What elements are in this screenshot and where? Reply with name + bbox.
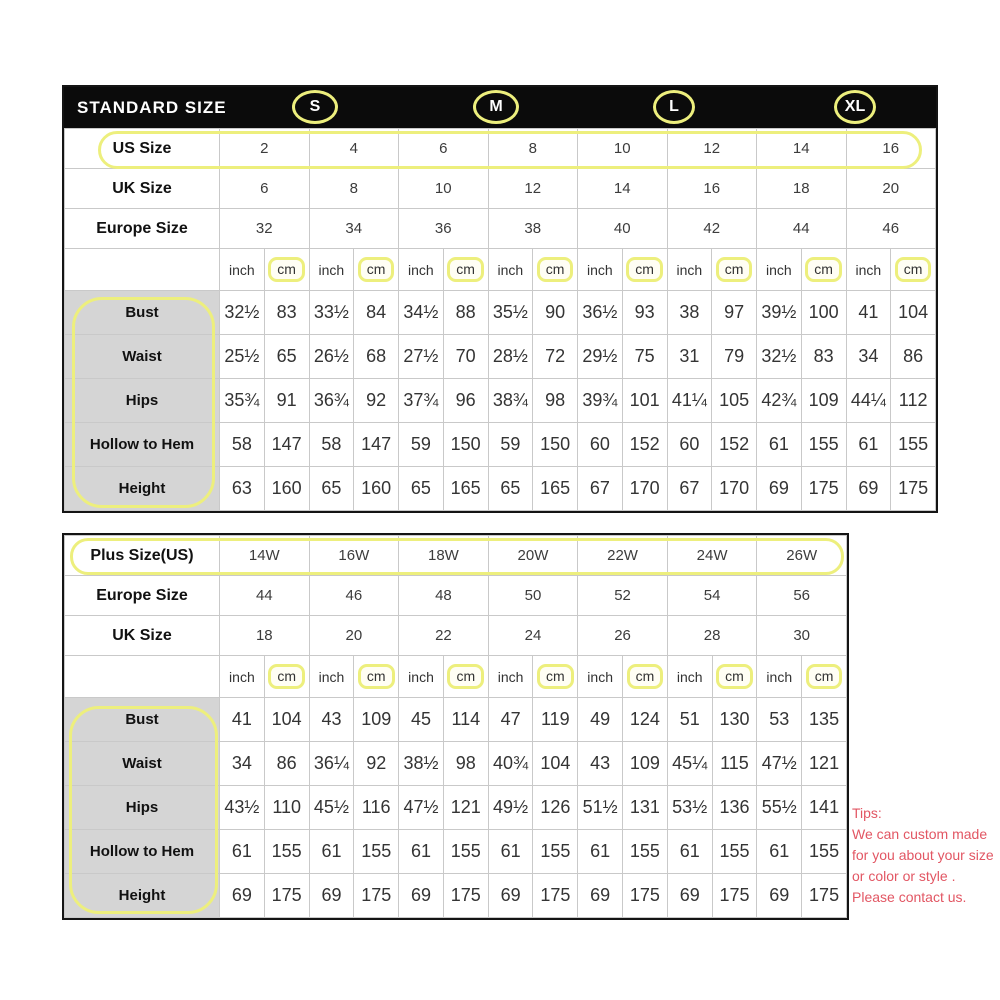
size-value-cell: 22: [399, 616, 489, 656]
size-value-cell: 10: [399, 169, 489, 209]
measure-value-cell: 53: [757, 698, 802, 742]
measure-value-cell: 43½: [220, 786, 265, 830]
measure-value-cell: 104: [264, 698, 309, 742]
cm-unit-cell: [533, 656, 578, 698]
measure-value-cell: 130: [712, 698, 757, 742]
size-row: [65, 536, 847, 576]
measure-value-cell: 104: [533, 742, 578, 786]
measure-value-cell: 69: [846, 467, 891, 511]
measure-value-cell: 65: [399, 467, 444, 511]
plus-size-grid: [64, 535, 847, 918]
size-value-cell: 2: [220, 129, 310, 169]
measure-value-cell: 58: [220, 423, 265, 467]
measure-value-cell: 152: [622, 423, 667, 467]
inch-unit-label: inch: [309, 656, 354, 698]
row-label: Hollow to Hem: [65, 423, 220, 467]
measure-value-cell: 61: [309, 830, 354, 874]
measure-value-cell: 84: [354, 291, 399, 335]
row-label: Waist: [65, 742, 220, 786]
measure-value-cell: 109: [354, 698, 399, 742]
measure-value-cell: 141: [802, 786, 847, 830]
size-value-cell: 34: [309, 209, 399, 249]
size-value-cell: 16W: [309, 536, 399, 576]
measure-value-cell: 69: [220, 874, 265, 918]
cm-unit-label: cm: [447, 664, 484, 689]
measure-value-cell: 126: [533, 786, 578, 830]
measure-value-cell: 112: [891, 379, 936, 423]
measure-value-cell: 43: [578, 742, 623, 786]
measure-value-cell: 165: [533, 467, 578, 511]
measure-value-cell: 79: [712, 335, 757, 379]
size-value-cell: 12: [667, 129, 757, 169]
size-value-cell: 20: [309, 616, 399, 656]
measure-value-cell: 65: [488, 467, 533, 511]
size-value-cell: 14: [757, 129, 847, 169]
measure-value-cell: 38: [667, 291, 712, 335]
cm-unit-cell: [264, 249, 309, 291]
size-value-cell: 18: [757, 169, 847, 209]
inch-unit-label: inch: [578, 249, 623, 291]
measure-value-cell: 61: [667, 830, 712, 874]
measure-value-cell: 53½: [667, 786, 712, 830]
measure-value-cell: 43: [309, 698, 354, 742]
size-value-cell: 4: [309, 129, 399, 169]
cm-unit-label: cm: [447, 257, 484, 282]
measure-value-cell: 155: [891, 423, 936, 467]
plus-size-table: [62, 533, 849, 920]
measure-value-cell: 175: [354, 874, 399, 918]
measure-value-cell: 69: [399, 874, 444, 918]
measure-value-cell: 69: [578, 874, 623, 918]
measure-row: [65, 786, 847, 830]
row-label: US Size: [65, 129, 220, 169]
measure-value-cell: 115: [712, 742, 757, 786]
size-value-cell: 6: [399, 129, 489, 169]
size-value-cell: 20W: [488, 536, 578, 576]
measure-value-cell: 150: [533, 423, 578, 467]
size-value-cell: 44: [757, 209, 847, 249]
measure-value-cell: 116: [354, 786, 399, 830]
measure-value-cell: 61: [220, 830, 265, 874]
measure-value-cell: 35½: [488, 291, 533, 335]
row-label: Hips: [65, 786, 220, 830]
cm-unit-cell: [443, 249, 488, 291]
measure-value-cell: 170: [622, 467, 667, 511]
row-label: Europe Size: [65, 209, 220, 249]
inch-unit-label: inch: [667, 656, 712, 698]
cm-unit-label: cm: [358, 664, 395, 689]
measure-value-cell: 47: [488, 698, 533, 742]
cm-unit-cell: [802, 656, 847, 698]
measure-value-cell: 60: [578, 423, 623, 467]
measure-value-cell: 83: [264, 291, 309, 335]
size-value-cell: 46: [309, 576, 399, 616]
cm-unit-cell: [354, 656, 399, 698]
measure-value-cell: 60: [667, 423, 712, 467]
size-value-cell: 8: [488, 129, 578, 169]
measure-value-cell: 121: [802, 742, 847, 786]
measure-value-cell: 51: [667, 698, 712, 742]
inch-unit-label: inch: [220, 249, 265, 291]
standard-size-header: [64, 87, 936, 128]
measure-row: [65, 874, 847, 918]
measure-value-cell: 61: [757, 423, 802, 467]
tips-line: for you about your size: [852, 847, 994, 863]
size-row: [65, 209, 936, 249]
measure-value-cell: 104: [891, 291, 936, 335]
measure-value-cell: 47½: [757, 742, 802, 786]
measure-value-cell: 69: [667, 874, 712, 918]
measure-value-cell: 155: [354, 830, 399, 874]
measure-value-cell: 27½: [399, 335, 444, 379]
standard-size-grid: [64, 128, 936, 511]
size-value-cell: 38: [488, 209, 578, 249]
custom-made-tips-note: [852, 803, 994, 908]
measure-value-cell: 155: [801, 423, 846, 467]
tips-line: Please contact us.: [852, 889, 967, 905]
measure-value-cell: 105: [712, 379, 757, 423]
size-group-m-badge: [473, 90, 519, 124]
measure-value-cell: 110: [264, 786, 309, 830]
size-group-s-label: S: [309, 98, 321, 115]
measure-value-cell: 90: [533, 291, 578, 335]
measure-value-cell: 41¼: [667, 379, 712, 423]
measure-value-cell: 34½: [399, 291, 444, 335]
measure-row: [65, 335, 936, 379]
measure-value-cell: 96: [443, 379, 488, 423]
unit-row-spacer: [65, 249, 220, 291]
unit-row: [65, 249, 936, 291]
measure-value-cell: 175: [623, 874, 668, 918]
size-value-cell: 18W: [399, 536, 489, 576]
unit-row-spacer: [65, 656, 220, 698]
measure-value-cell: 36¼: [309, 742, 354, 786]
cm-unit-label: cm: [537, 257, 574, 282]
measure-value-cell: 61: [578, 830, 623, 874]
size-row: [65, 576, 847, 616]
size-value-cell: 18: [220, 616, 310, 656]
measure-value-cell: 61: [488, 830, 533, 874]
row-label: Plus Size(US): [65, 536, 220, 576]
measure-value-cell: 68: [354, 335, 399, 379]
measure-value-cell: 38½: [399, 742, 444, 786]
measure-value-cell: 147: [354, 423, 399, 467]
size-group-xl-badge: [834, 90, 876, 124]
size-value-cell: 26W: [757, 536, 847, 576]
measure-value-cell: 36¾: [309, 379, 354, 423]
size-value-cell: 20: [846, 169, 936, 209]
measure-value-cell: 55½: [757, 786, 802, 830]
size-value-cell: 54: [667, 576, 757, 616]
measure-value-cell: 39½: [757, 291, 802, 335]
size-value-cell: 6: [220, 169, 310, 209]
measure-value-cell: 109: [623, 742, 668, 786]
measure-value-cell: 45¼: [667, 742, 712, 786]
measure-value-cell: 175: [891, 467, 936, 511]
inch-unit-label: inch: [578, 656, 623, 698]
row-label: Bust: [65, 698, 220, 742]
cm-unit-label: cm: [805, 257, 842, 282]
measure-value-cell: 33½: [309, 291, 354, 335]
measure-value-cell: 38¾: [488, 379, 533, 423]
measure-value-cell: 31: [667, 335, 712, 379]
inch-unit-label: inch: [399, 249, 444, 291]
measure-value-cell: 160: [264, 467, 309, 511]
measure-value-cell: 147: [264, 423, 309, 467]
size-group-l-label: L: [669, 98, 679, 115]
measure-value-cell: 29½: [578, 335, 623, 379]
cm-unit-label: cm: [268, 257, 305, 282]
measure-value-cell: 175: [801, 467, 846, 511]
row-label: Height: [65, 874, 220, 918]
size-value-cell: 22W: [578, 536, 668, 576]
measure-value-cell: 34: [846, 335, 891, 379]
measure-value-cell: 69: [309, 874, 354, 918]
measure-value-cell: 155: [533, 830, 578, 874]
measure-value-cell: 69: [757, 467, 802, 511]
measure-row: [65, 698, 847, 742]
inch-unit-label: inch: [399, 656, 444, 698]
measure-row: [65, 423, 936, 467]
measure-value-cell: 101: [622, 379, 667, 423]
standard-size-title: STANDARD SIZE: [77, 97, 227, 117]
measure-value-cell: 36½: [578, 291, 623, 335]
measure-value-cell: 155: [802, 830, 847, 874]
measure-value-cell: 35¾: [220, 379, 265, 423]
size-row: [65, 129, 936, 169]
cm-unit-label: cm: [358, 257, 395, 282]
size-value-cell: 36: [399, 209, 489, 249]
measure-value-cell: 121: [443, 786, 488, 830]
cm-unit-label: cm: [716, 257, 753, 282]
tips-line: or color or style .: [852, 868, 956, 884]
size-row: [65, 616, 847, 656]
measure-value-cell: 32½: [757, 335, 802, 379]
size-value-cell: 16: [846, 129, 936, 169]
measure-value-cell: 49: [578, 698, 623, 742]
measure-value-cell: 155: [264, 830, 309, 874]
measure-value-cell: 92: [354, 379, 399, 423]
size-value-cell: 30: [757, 616, 847, 656]
measure-row: [65, 742, 847, 786]
cm-unit-cell: [712, 656, 757, 698]
size-value-cell: 42: [667, 209, 757, 249]
measure-value-cell: 114: [443, 698, 488, 742]
measure-value-cell: 61: [846, 423, 891, 467]
measure-value-cell: 69: [757, 874, 802, 918]
measure-value-cell: 65: [264, 335, 309, 379]
cm-unit-cell: [891, 249, 936, 291]
measure-value-cell: 155: [712, 830, 757, 874]
measure-value-cell: 61: [399, 830, 444, 874]
measure-value-cell: 26½: [309, 335, 354, 379]
row-label: Europe Size: [65, 576, 220, 616]
inch-unit-label: inch: [846, 249, 891, 291]
size-value-cell: 46: [846, 209, 936, 249]
measure-value-cell: 70: [443, 335, 488, 379]
measure-value-cell: 170: [712, 467, 757, 511]
measure-value-cell: 136: [712, 786, 757, 830]
cm-unit-label: cm: [806, 664, 843, 689]
size-group-s-badge: [292, 90, 338, 124]
row-label: Height: [65, 467, 220, 511]
row-label: Bust: [65, 291, 220, 335]
measure-value-cell: 67: [667, 467, 712, 511]
size-value-cell: 10: [578, 129, 668, 169]
size-value-cell: 28: [667, 616, 757, 656]
inch-unit-label: inch: [309, 249, 354, 291]
measure-value-cell: 135: [802, 698, 847, 742]
measure-value-cell: 97: [712, 291, 757, 335]
measure-value-cell: 49½: [488, 786, 533, 830]
size-group-l-badge: [653, 90, 695, 124]
measure-value-cell: 175: [802, 874, 847, 918]
measure-value-cell: 86: [891, 335, 936, 379]
measure-value-cell: 109: [801, 379, 846, 423]
measure-value-cell: 37¾: [399, 379, 444, 423]
size-value-cell: 8: [309, 169, 399, 209]
cm-unit-label: cm: [268, 664, 305, 689]
measure-value-cell: 28½: [488, 335, 533, 379]
row-label: UK Size: [65, 616, 220, 656]
inch-unit-label: inch: [220, 656, 265, 698]
size-value-cell: 14W: [220, 536, 310, 576]
size-value-cell: 12: [488, 169, 578, 209]
cm-unit-cell: [443, 656, 488, 698]
measure-value-cell: 51½: [578, 786, 623, 830]
size-group-xl-label: XL: [844, 98, 866, 115]
measure-value-cell: 155: [623, 830, 668, 874]
inch-unit-label: inch: [757, 249, 802, 291]
measure-value-cell: 25½: [220, 335, 265, 379]
size-value-cell: 40: [578, 209, 668, 249]
measure-value-cell: 91: [264, 379, 309, 423]
row-label: UK Size: [65, 169, 220, 209]
measure-value-cell: 124: [623, 698, 668, 742]
measure-value-cell: 165: [443, 467, 488, 511]
measure-value-cell: 98: [443, 742, 488, 786]
measure-value-cell: 175: [533, 874, 578, 918]
size-group-m-label: M: [489, 98, 503, 115]
inch-unit-label: inch: [488, 249, 533, 291]
measure-value-cell: 45: [399, 698, 444, 742]
cm-unit-cell: [533, 249, 578, 291]
measure-value-cell: 160: [354, 467, 399, 511]
size-row: [65, 169, 936, 209]
measure-value-cell: 41: [220, 698, 265, 742]
measure-value-cell: 40¾: [488, 742, 533, 786]
measure-value-cell: 131: [623, 786, 668, 830]
measure-value-cell: 98: [533, 379, 578, 423]
measure-value-cell: 92: [354, 742, 399, 786]
tips-line: We can custom made: [852, 826, 988, 842]
cm-unit-cell: [264, 656, 309, 698]
measure-value-cell: 47½: [399, 786, 444, 830]
measure-value-cell: 58: [309, 423, 354, 467]
size-value-cell: 16: [667, 169, 757, 209]
cm-unit-label: cm: [716, 664, 753, 689]
inch-unit-label: inch: [757, 656, 802, 698]
measure-value-cell: 67: [578, 467, 623, 511]
measure-value-cell: 65: [309, 467, 354, 511]
measure-value-cell: 45½: [309, 786, 354, 830]
cm-unit-label: cm: [895, 257, 932, 282]
tips-title: Tips:: [852, 805, 882, 821]
row-label: Hips: [65, 379, 220, 423]
row-label: Waist: [65, 335, 220, 379]
measure-value-cell: 59: [399, 423, 444, 467]
measure-value-cell: 119: [533, 698, 578, 742]
cm-unit-cell: [354, 249, 399, 291]
measure-value-cell: 72: [533, 335, 578, 379]
row-label: Hollow to Hem: [65, 830, 220, 874]
size-value-cell: 26: [578, 616, 668, 656]
measure-value-cell: 32½: [220, 291, 265, 335]
measure-row: [65, 830, 847, 874]
measure-value-cell: 41: [846, 291, 891, 335]
measure-value-cell: 100: [801, 291, 846, 335]
measure-value-cell: 152: [712, 423, 757, 467]
measure-value-cell: 86: [264, 742, 309, 786]
inch-unit-label: inch: [488, 656, 533, 698]
measure-value-cell: 150: [443, 423, 488, 467]
measure-value-cell: 83: [801, 335, 846, 379]
size-value-cell: 48: [399, 576, 489, 616]
unit-row: [65, 656, 847, 698]
measure-value-cell: 42¾: [757, 379, 802, 423]
measure-value-cell: 69: [488, 874, 533, 918]
measure-value-cell: 88: [443, 291, 488, 335]
size-value-cell: 50: [488, 576, 578, 616]
measure-value-cell: 175: [712, 874, 757, 918]
measure-value-cell: 155: [443, 830, 488, 874]
measure-value-cell: 39¾: [578, 379, 623, 423]
cm-unit-cell: [623, 656, 668, 698]
measure-value-cell: 59: [488, 423, 533, 467]
measure-value-cell: 63: [220, 467, 265, 511]
cm-unit-cell: [801, 249, 846, 291]
size-value-cell: 14: [578, 169, 668, 209]
measure-row: [65, 467, 936, 511]
measure-value-cell: 44¼: [846, 379, 891, 423]
size-value-cell: 24: [488, 616, 578, 656]
measure-value-cell: 175: [443, 874, 488, 918]
standard-size-table: [62, 85, 938, 513]
inch-unit-label: inch: [667, 249, 712, 291]
cm-unit-label: cm: [537, 664, 574, 689]
measure-value-cell: 34: [220, 742, 265, 786]
cm-unit-cell: [712, 249, 757, 291]
cm-unit-label: cm: [627, 664, 664, 689]
measure-row: [65, 379, 936, 423]
measure-value-cell: 175: [264, 874, 309, 918]
size-value-cell: 52: [578, 576, 668, 616]
measure-value-cell: 61: [757, 830, 802, 874]
measure-value-cell: 75: [622, 335, 667, 379]
cm-unit-cell: [622, 249, 667, 291]
size-value-cell: 32: [220, 209, 310, 249]
measure-value-cell: 93: [622, 291, 667, 335]
size-value-cell: 56: [757, 576, 847, 616]
measure-row: [65, 291, 936, 335]
cm-unit-label: cm: [626, 257, 663, 282]
size-value-cell: 44: [220, 576, 310, 616]
size-value-cell: 24W: [667, 536, 757, 576]
